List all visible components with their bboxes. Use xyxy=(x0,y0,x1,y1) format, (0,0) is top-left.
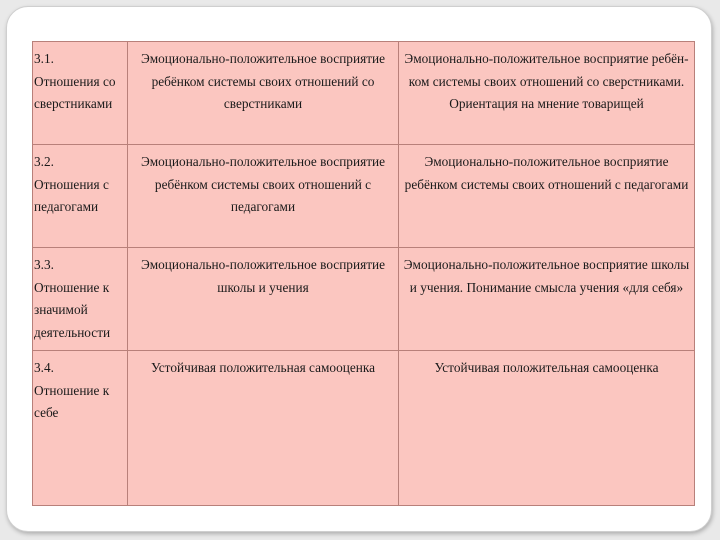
row-code: 3.1. xyxy=(34,51,54,66)
level-2-cell: Эмоционально-положительное восприятие ребёнком системы своих отношений со сверстниками xyxy=(128,42,399,145)
row-label-cell xyxy=(33,248,128,351)
level-3-cell: Эмоционально-положительное восприятие ребёнком системы своих отношений с педагогами xyxy=(399,145,695,248)
indicators-table xyxy=(32,41,695,506)
table-row xyxy=(33,42,695,145)
table-row xyxy=(33,248,695,351)
table-row xyxy=(33,351,695,506)
level-2-cell: Эмоционально-положительное восприятие ребёнком системы своих отношений с педагогами xyxy=(128,145,399,248)
row-code: 3.3. xyxy=(34,257,54,272)
level-3-cell: Эмоционально-положительное восприятие ребён-ком системы своих отношений со сверстниками. Ориентация на мнение товарищей xyxy=(399,42,695,145)
row-label: Отношения со сверстниками xyxy=(34,73,116,111)
row-code: 3.4. xyxy=(34,360,54,375)
row-label: Отношение к себе xyxy=(34,382,110,420)
row-label-cell xyxy=(33,145,128,248)
row-label: Отношение к значимой деятельности xyxy=(34,279,111,340)
slide xyxy=(6,6,712,532)
level-3-cell: Эмоционально-положительное восприятие школы и учения. Понимание смысла учения «для себя» xyxy=(399,248,695,351)
row-label: Отношения с педагогами xyxy=(34,176,109,214)
row-code: 3.2. xyxy=(34,154,54,169)
level-3-cell: Устойчивая положительная самооценка xyxy=(399,351,695,506)
row-label-cell xyxy=(33,42,128,145)
table-row xyxy=(33,145,695,248)
row-label-cell xyxy=(33,351,128,506)
level-2-cell: Устойчивая положительная самооценка xyxy=(128,351,399,506)
level-2-cell: Эмоционально-положительное восприятие школы и учения xyxy=(128,248,399,351)
